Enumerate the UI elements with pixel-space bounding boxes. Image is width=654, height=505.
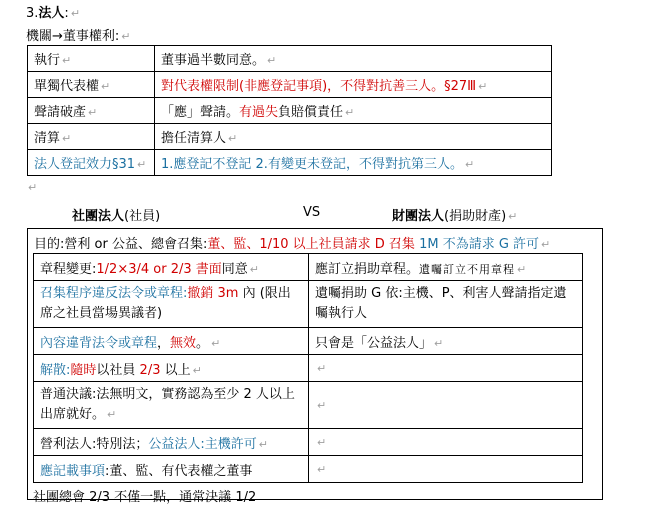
row-value: 「應」聲請。有過失負賠償責任 ↵ (155, 98, 552, 124)
row-key: 單獨代表權 ↵ (28, 72, 155, 98)
table-row (34, 328, 583, 355)
row-key: 聲請破產 ↵ (28, 98, 155, 124)
vs-label: VS (303, 205, 321, 220)
foundation-cell: 遺囑捐助 G 依:主機、P、利害人聲請指定遺囑執行人 (309, 281, 583, 328)
empty-paragraph: ↵ (28, 181, 38, 194)
cut-off-line: 社團總會 2/3 不僅一點，通常決議 1/2 (33, 490, 257, 505)
association-cell: 普通決議:法無明文，實務認為至少 2 人以上出席就好。 ↵ (34, 382, 309, 429)
comparison-table (33, 253, 583, 483)
row-key: 清算 ↵ (28, 124, 155, 150)
association-cell: 內容違背法令或章程，無效。 ↵ (34, 328, 309, 355)
table-row (34, 456, 583, 483)
association-cell: 應記載事項:董、監、有代表權之董事 (34, 456, 309, 483)
row-value: 董事過半數同意。 ↵ (155, 46, 552, 72)
section-heading: 3.法人: ↵ (26, 6, 81, 21)
foundation-cell: ↵ (309, 429, 583, 456)
row-value: 對代表權限制(非應登記事項)，不得對抗善三人。§27Ⅲ ↵ (155, 72, 552, 98)
association-cell: 召集程序違反法令或章程:撤銷 3m 內 (限出席之社員當場異議者) (34, 281, 309, 328)
section-title: 法人 (38, 6, 65, 21)
row-key: 執行 ↵ (28, 46, 155, 72)
association-cell: 章程變更:1/2×3/4 or 2/3 書面同意 ↵ (34, 254, 309, 281)
row-value: 1.應登記不登記 2.有變更未登記，不得對抗第三人。 ↵ (155, 150, 552, 176)
foundation-cell: 應訂立捐助章程。遺囑訂立不用章程 ↵ (309, 254, 583, 281)
row-value: 擔任清算人 ↵ (155, 124, 552, 150)
table-row (28, 124, 552, 150)
director-rights-table (27, 45, 552, 176)
foundation-cell: 只會是「公益法人」 ↵ (309, 328, 583, 355)
foundation-cell: ↵ (309, 382, 583, 429)
foundation-heading: 財團法人(捐助財產) ↵ (392, 209, 518, 224)
paragraph-mark: ↵ (70, 7, 81, 20)
foundation-cell: ↵ (309, 355, 583, 382)
association-heading: 社團法人(社員) (72, 209, 161, 224)
section-number: 3. (26, 6, 39, 21)
association-cell: 解散:隨時以社員 2/3 以上 ↵ (34, 355, 309, 382)
table-row (28, 98, 552, 124)
table-row (34, 254, 583, 281)
table-row (28, 150, 552, 176)
table-row (34, 382, 583, 429)
table-row (28, 46, 552, 72)
table-row (34, 281, 583, 328)
subheading: 機關→董事權利: ↵ (26, 29, 131, 44)
table-row (34, 429, 583, 456)
foundation-cell: ↵ (309, 456, 583, 483)
association-cell: 營利法人:特別法；公益法人:主機許可 ↵ (34, 429, 309, 456)
row-key: 法人登記效力§31 ↵ (28, 150, 155, 176)
purpose-line: 目的:營利 or 公益、總會召集:董、監、1/10 以上社員請求 D 召集 1M 不為請求 G 許可 ↵ (34, 237, 551, 252)
table-row (34, 355, 583, 382)
table-row (28, 72, 552, 98)
